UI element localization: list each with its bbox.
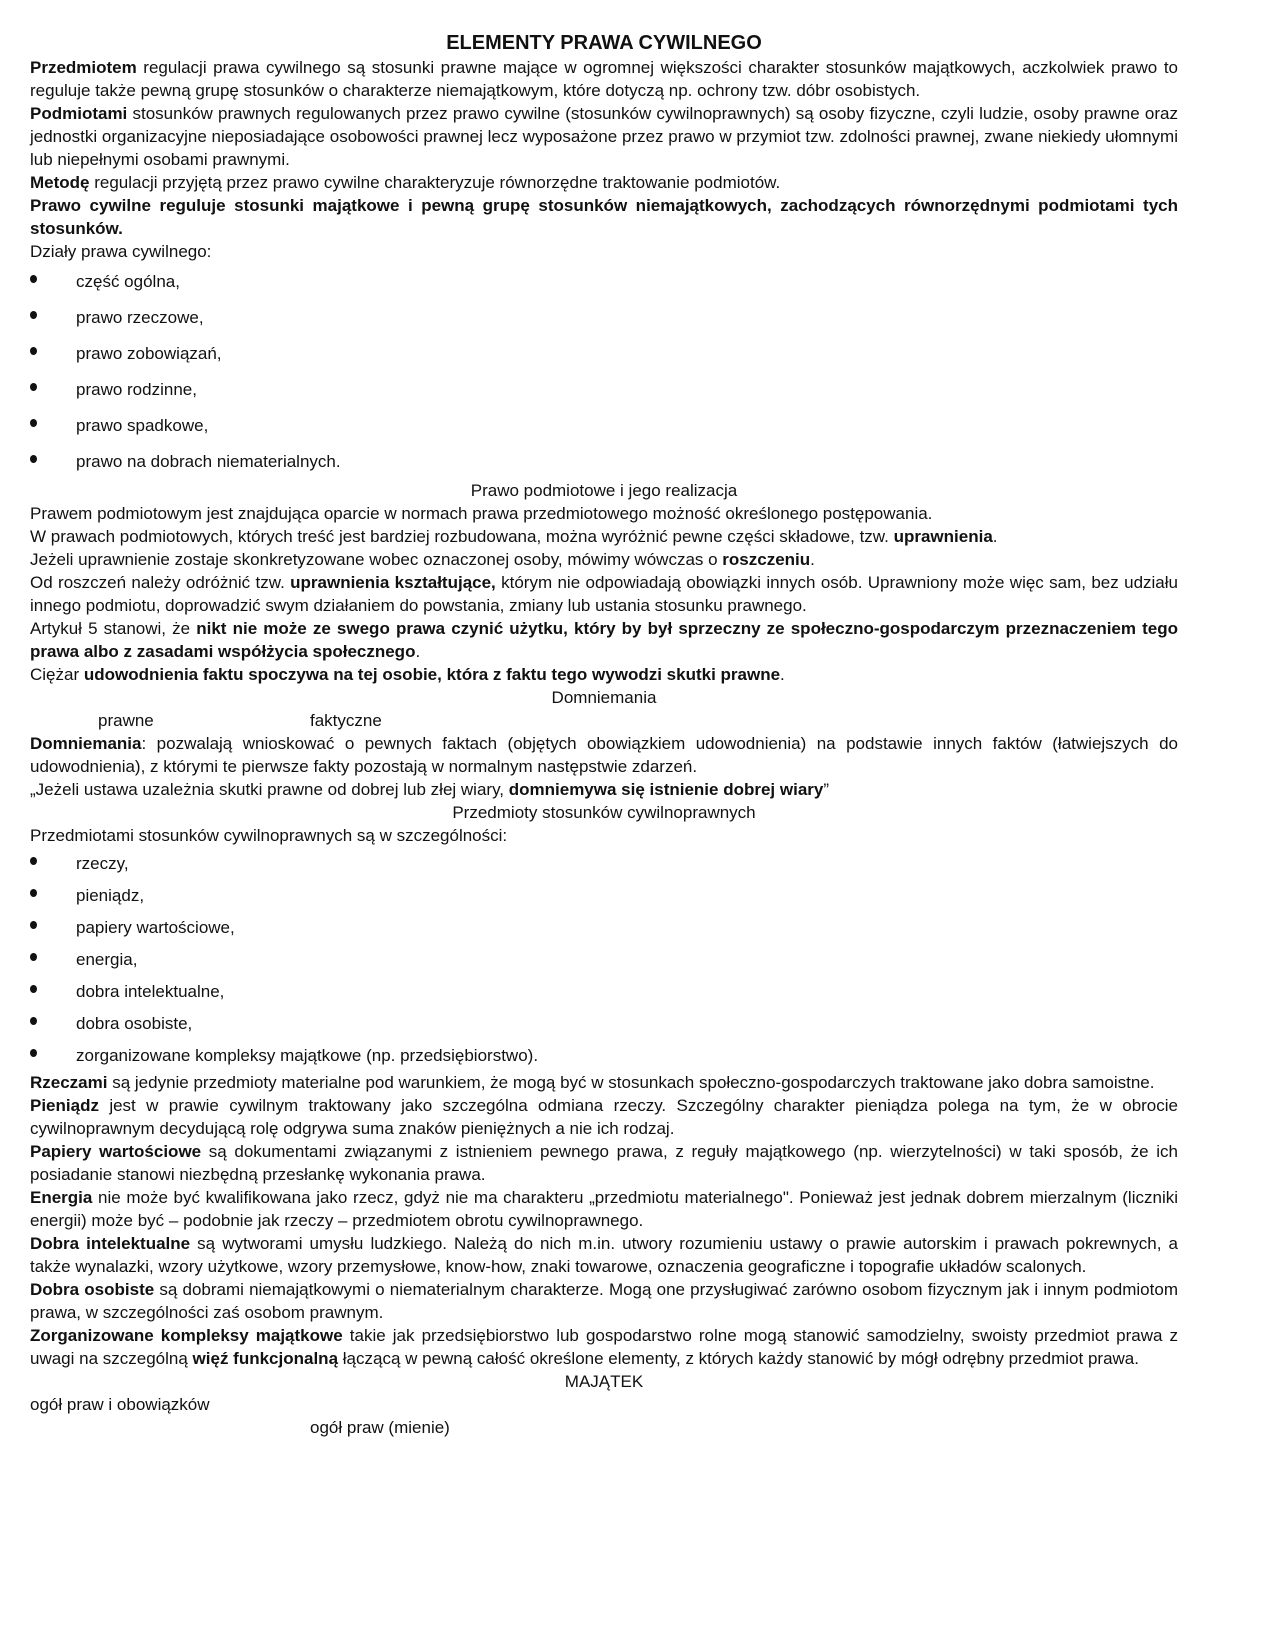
text-run: . — [810, 550, 815, 569]
list-item — [30, 1007, 1178, 1039]
bullet-icon — [30, 985, 37, 993]
text-run: : pozwalają wnioskować o pewnych faktach (objętych obowiązkiem udowodnienia) na podstawie innych faktów (łatwiejszych do udowodnienia), z którymi te pierwsze fakty pozostają w normalnym następstwie zdarzeń. — [30, 734, 1178, 776]
bold-term: roszczeniu — [722, 550, 811, 569]
paragraph — [30, 240, 1178, 263]
paragraph — [30, 1393, 1178, 1416]
text-run: którym nie odpowiadają obowiązki innych osób. Uprawniony może więc sam, bez udziału innego podmiotu, doprowadzić swym działaniem do powstania, zmiany lub ustania stosunku prawnego. — [30, 573, 1178, 615]
text-run: takie jak przedsiębiorstwo lub gospodarstwo rolne mogą stanowić samodzielny, swoisty przedmiot prawa z uwagi na szczególną — [30, 1326, 1178, 1368]
list-item-text: prawo rodzinne, — [76, 380, 197, 399]
left-label: prawne — [98, 711, 154, 730]
paragraph — [30, 617, 1178, 663]
text-run: ” — [823, 780, 830, 799]
paragraph — [30, 194, 1178, 240]
bold-term: Pieniądz — [30, 1096, 99, 1115]
bullet-icon — [30, 857, 37, 865]
list-item — [30, 847, 1178, 879]
bullet-icon — [30, 921, 37, 929]
bold-term: Papiery wartościowe — [30, 1142, 202, 1161]
paragraph — [30, 778, 1178, 801]
paragraph — [30, 171, 1178, 194]
bullet-icon — [30, 1049, 37, 1057]
bold-term: Energia — [30, 1188, 93, 1207]
list-item — [30, 943, 1178, 975]
two-column-labels — [30, 1416, 1178, 1439]
right-label: ogół praw (mienie) — [310, 1418, 450, 1437]
text-run: są jedynie przedmioty materialne pod warunkiem, że mogą być w stosunkach społeczno-gospodarczych traktowane jako dobra samoistne. — [107, 1073, 1155, 1092]
text-run: Prawem podmiotowym jest znajdująca oparcie w normach prawa przedmiotowego możność określonego postępowania. — [30, 504, 933, 523]
paragraph — [30, 1186, 1178, 1232]
two-column-labels — [30, 709, 1178, 732]
list-item — [30, 371, 1178, 407]
bullet-icon — [30, 953, 37, 961]
paragraph — [30, 1278, 1178, 1324]
text-run: są dokumentami związanymi z istnieniem pewnego prawa, z reguły majątkowego (np. wierzytelności) w taki sposób, że ich posiadanie stanowi niezbędną przesłankę wykonania prawa. — [30, 1142, 1178, 1184]
section-heading: Przedmioty stosunków cywilnoprawnych — [452, 803, 756, 822]
list-item-text: pieniądz, — [76, 886, 145, 905]
text-run: łączącą w pewną całość określone elementy, z których każdy stanowić by mógł odrębny przedmiot prawa. — [338, 1349, 1139, 1368]
list-item — [30, 975, 1178, 1007]
paragraph — [30, 1071, 1178, 1094]
list-item — [30, 407, 1178, 443]
paragraph — [30, 1140, 1178, 1186]
paragraph — [30, 1232, 1178, 1278]
bold-term: Dobra intelektualne — [30, 1234, 191, 1253]
text-run: Ciężar — [30, 665, 84, 684]
list-item-text: prawo spadkowe, — [76, 416, 209, 435]
section-heading: Domniemania — [551, 688, 657, 707]
bullet-icon — [30, 347, 37, 355]
section-heading: Prawo podmiotowe i jego realizacja — [470, 481, 738, 500]
bullet-icon — [30, 455, 37, 463]
bold-term: Podmiotami — [30, 104, 128, 123]
bold-term: domniemywa się istnienie dobrej wiary — [508, 780, 824, 799]
document-page — [30, 30, 1178, 1439]
list-item-text: prawo zobowiązań, — [76, 344, 222, 363]
paragraph — [30, 663, 1178, 686]
paragraph — [30, 56, 1178, 102]
text-run: regulacji przyjętą przez prawo cywilne charakteryzuje równorzędne traktowanie podmiotów. — [89, 173, 781, 192]
bold-term: udowodnienia faktu spoczywa na tej osobie, która z faktu tego wywodzi skutki prawne — [83, 665, 781, 684]
bold-term: Metodę — [30, 173, 90, 192]
text-run: Przedmiotami stosunków cywilnoprawnych są w szczególności: — [30, 826, 508, 845]
bold-term: więź funkcjonalną — [192, 1349, 339, 1368]
text-run: W prawach podmiotowych, których treść jest bardziej rozbudowana, można wyróżnić pewne części składowe, tzw. — [30, 527, 894, 546]
paragraph — [30, 571, 1178, 617]
bullet-icon — [30, 275, 37, 283]
list-item — [30, 879, 1178, 911]
list-item — [30, 911, 1178, 943]
bullet-icon — [30, 889, 37, 897]
text-run: Od roszczeń należy odróżnić tzw. — [30, 573, 291, 592]
list-item-text: dobra intelektualne, — [76, 982, 225, 1001]
bold-term: Rzeczami — [30, 1073, 108, 1092]
bold-term: uprawnienia kształtujące, — [290, 573, 496, 592]
bullet-icon — [30, 383, 37, 391]
right-label: faktyczne — [310, 711, 382, 730]
list-item-text: prawo rzeczowe, — [76, 308, 204, 327]
text-run: jest w prawie cywilnym traktowany jako szczególna odmiana rzeczy. Szczególny charakter pieniądza polega na tym, że w obrocie cywilnoprawnym decydującą rolę odgrywa suma znaków pieniężnych a nie ich rodzaj. — [30, 1096, 1178, 1138]
paragraph — [30, 1324, 1178, 1370]
paragraph — [30, 502, 1178, 525]
list-item-text: zorganizowane kompleksy majątkowe (np. przedsiębiorstwo). — [76, 1046, 539, 1065]
bold-term: Zorganizowane kompleksy majątkowe — [30, 1326, 343, 1345]
list-item — [30, 263, 1178, 299]
document-title: ELEMENTY PRAWA CYWILNEGO — [446, 32, 762, 54]
list-item-text: papiery wartościowe, — [76, 918, 235, 937]
bold-term: Przedmiotem — [30, 58, 137, 77]
text-run: Artykuł 5 stanowi, że — [30, 619, 197, 638]
list-item — [30, 1039, 1178, 1071]
bold-term: Prawo cywilne reguluje stosunki majątkowe i pewną grupę stosunków niemajątkowych, zachodzących równorzędnymi podmiotami tych stosunków. — [30, 196, 1178, 238]
bullet-icon — [30, 419, 37, 427]
bold-term: nikt nie może ze swego prawa czynić użytku, który by był sprzeczny ze społeczno-gospodarczym przeznaczeniem tego prawa albo z zasadami współżycia społecznego — [30, 619, 1178, 661]
paragraph — [30, 525, 1178, 548]
text-run: . — [780, 665, 785, 684]
list-item — [30, 335, 1178, 371]
bold-term: Dobra osobiste — [30, 1280, 155, 1299]
text-run: ogół praw i obowiązków — [30, 1395, 210, 1414]
bullet-list — [30, 263, 1178, 479]
section-heading: MAJĄTEK — [564, 1372, 644, 1391]
text-run: stosunków prawnych regulowanych przez prawo cywilne (stosunków cywilnoprawnych) są osoby fizyczne, czyli ludzie, osoby prawne oraz jednostki organizacyjne nieposiadające osobowości prawnej lecz wyposażone przez prawo w przymiot tzw. zdolności prawnej, zwane niekiedy ułomnymi lub niepełnymi osobami prawnymi. — [30, 104, 1178, 169]
list-item-text: energia, — [76, 950, 138, 969]
list-item — [30, 299, 1178, 335]
text-run: regulacji prawa cywilnego są stosunki prawne mające w ogromnej większości charakter stosunków majątkowych, aczkolwiek prawo to reguluje także pewną grupę stosunków o charakterze niemajątkowym, które dotyczą np. ochrony tzw. dóbr osobistych. — [30, 58, 1178, 100]
text-run: . — [992, 527, 998, 546]
list-item-text: dobra osobiste, — [76, 1014, 193, 1033]
paragraph — [30, 824, 1178, 847]
text-run: są dobrami niemajątkowymi o niematerialnym charakterze. Mogą one przysługiwać zarówno osobom fizycznym jak i innym podmiotom prawa, w szczególności zaś osobom prawnym. — [30, 1280, 1178, 1322]
list-item-text: prawo na dobrach niematerialnych. — [76, 452, 341, 471]
text-run: są wytworami umysłu ludzkiego. Należą do nich m.in. utwory rozumieniu ustawy o prawie autorskim i prawach pokrewnych, a także wynalazki, wzory użytkowe, wzory przemysłowe, know-how, znaki towarowe, oznaczenia geograficzne i topografie układów scalonych. — [30, 1234, 1178, 1276]
paragraph — [30, 732, 1178, 778]
paragraph — [30, 102, 1178, 171]
list-item-text: rzeczy, — [76, 854, 129, 873]
list-item — [30, 443, 1178, 479]
text-run: Działy prawa cywilnego: — [30, 242, 212, 261]
text-run: „Jeżeli ustawa uzależnia skutki prawne od dobrej lub złej wiary, — [30, 780, 509, 799]
bullet-list — [30, 847, 1178, 1071]
bullet-icon — [30, 1017, 37, 1025]
text-run: nie może być kwalifikowana jako rzecz, gdyż nie ma charakteru „przedmiotu materialnego". Ponieważ jest jednak dobrem mierzalnym (liczniki energii) może być – podobnie jak rzeczy – przedmiotem obrotu cywilnoprawnego. — [30, 1188, 1178, 1230]
paragraph — [30, 548, 1178, 571]
paragraph — [30, 1094, 1178, 1140]
bullet-icon — [30, 311, 37, 319]
text-run: . — [415, 642, 421, 661]
bold-term: uprawnienia — [893, 527, 993, 546]
text-run: Jeżeli uprawnienie zostaje skonkretyzowane wobec oznaczonej osoby, mówimy wówczas o — [30, 550, 723, 569]
list-item-text: część ogólna, — [76, 272, 180, 291]
bold-term: Domniemania — [30, 734, 142, 753]
